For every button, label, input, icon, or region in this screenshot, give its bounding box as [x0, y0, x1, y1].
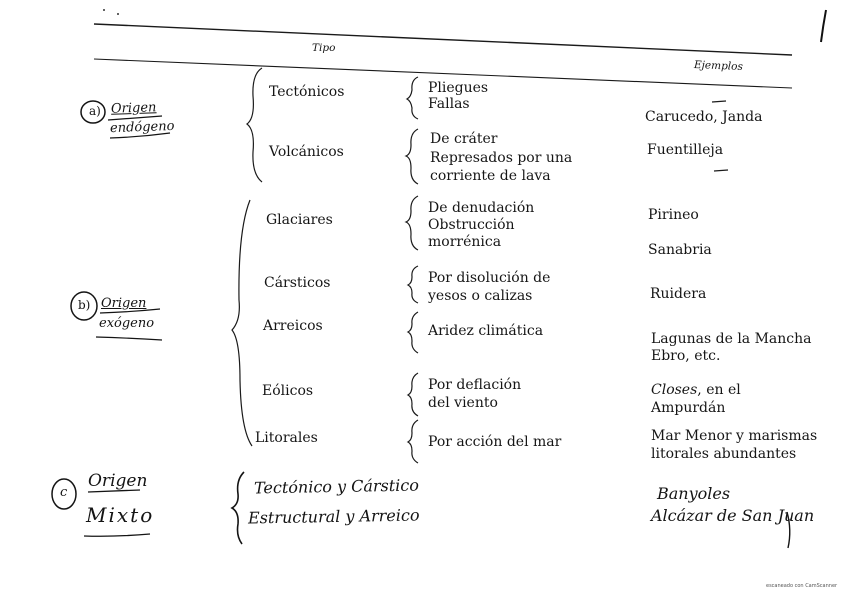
brace-endogeno	[247, 68, 262, 182]
ejemplo: Ruidera	[650, 286, 707, 302]
sub-item: De cráter	[430, 131, 498, 147]
group-label-line1: Origen	[88, 471, 148, 491]
pen-mark	[821, 10, 826, 42]
sub-item: Obstrucción	[428, 217, 515, 233]
sub-item: yesos o calizas	[428, 288, 533, 304]
group-label-line2: Mixto	[86, 503, 155, 527]
header-ejemplos: Ejemplos	[693, 58, 744, 74]
ejemplo: Sanabria	[648, 242, 712, 258]
ejemplo: Ebro, etc.	[651, 348, 721, 364]
sub-item: Por disolución de	[428, 270, 551, 286]
ejemplo: Pirineo	[648, 207, 699, 223]
header-tipo: Tipo	[312, 42, 336, 54]
sub-item: Represados por una	[430, 150, 573, 166]
mixto-tipo: Estructural y Arreico	[247, 505, 420, 528]
tipo-carsticos: Cársticos	[264, 275, 331, 291]
mixto-ejemplo: Alcázar de San Juan	[651, 506, 815, 525]
brace-mixto	[232, 472, 244, 544]
tipo-eolicos: Eólicos	[262, 383, 314, 399]
group-label-line2: endógeno	[109, 118, 175, 137]
tipo-litorales: Litorales	[255, 430, 318, 446]
sub-item: del viento	[428, 395, 498, 411]
sub-item: Aridez climática	[428, 323, 544, 339]
sub-item: Fallas	[428, 96, 470, 112]
sub-item: corriente de lava	[430, 168, 551, 184]
brace-exogeno	[232, 200, 252, 446]
sub-item: Pliegues	[428, 80, 489, 96]
marker-a: a)	[89, 104, 101, 118]
group-label-line1: Origen	[110, 100, 157, 117]
sub-item: Por acción del mar	[428, 434, 562, 450]
mixto-tipo: Tectónico y Cárstico	[253, 475, 420, 498]
tipo-tectonicos: Tectónicos	[269, 84, 345, 100]
ejemplo: Ampurdán	[651, 400, 726, 416]
sub-item: morrénica	[428, 234, 502, 250]
sub-item: Por deflación	[428, 377, 522, 393]
mixto-ejemplo: Banyoles	[657, 484, 731, 503]
sub-item: De denudación	[428, 200, 535, 216]
ejemplo: Mar Menor y marismas	[651, 428, 818, 444]
tipo-arreicos: Arreicos	[263, 318, 323, 334]
ejemplo: Fuentilleja	[647, 142, 724, 158]
group-label-line2: exógeno	[99, 316, 155, 331]
group-label-line1: Origen	[101, 296, 147, 311]
tipo-volcanicos: Volcánicos	[269, 144, 344, 160]
tipo-glaciares: Glaciares	[266, 212, 333, 228]
ejemplo: litorales abundantes	[651, 446, 797, 462]
ejemplo: Closes, en el	[651, 382, 741, 398]
ejemplo: Lagunas de la Mancha	[651, 331, 812, 347]
ejemplo: Carucedo, Janda	[645, 109, 763, 125]
scanner-stamp: escaneado con CamScanner	[766, 583, 838, 589]
marker-b: b)	[78, 298, 91, 312]
top-rule	[94, 24, 792, 55]
marker-c: c	[60, 485, 68, 500]
